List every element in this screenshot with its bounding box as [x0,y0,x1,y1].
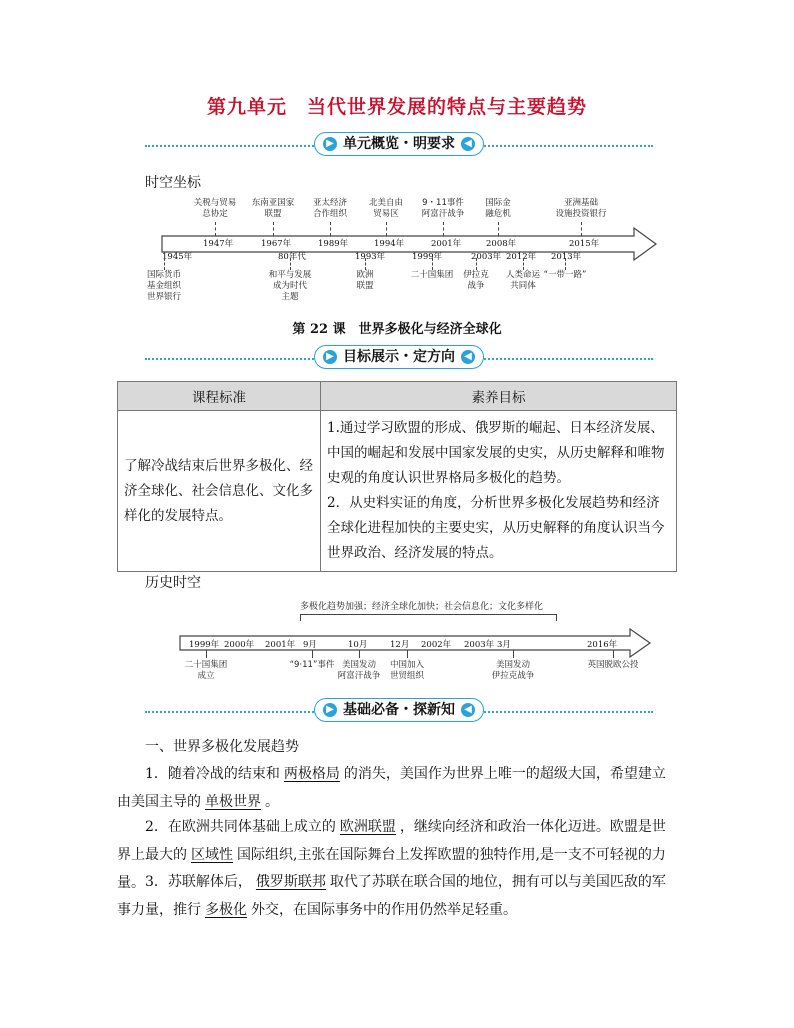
timeline-year: 2012年 [506,252,537,262]
arrow-left-icon: ◀ [461,703,475,717]
timeline-year: 1993年 [355,252,386,262]
paragraph-3: 3．苏联解体后， 俄罗斯联邦 取代了苏联在联合国的地位，拥有可以与美国匹敌的军事力量，推行 多极化 外交，在国际事务中的作用仍然举足轻重。 [117,874,666,918]
timeline-event-label: 人类命运 共同体 [505,270,540,291]
goal-item: 2．从史料实证的角度，分析世界多极化发展趋势和经济全球化进程加快的主要史实，从历史解释的角度认识当今世界政治、经济发展的特点。 [327,495,665,561]
timeline-year: 80年代 [278,252,306,262]
answer-blank: 欧洲联盟 [339,819,396,835]
timeline-tick [613,650,614,658]
timeline-tick [215,222,216,236]
timeline-year: 2002年 [421,640,452,650]
timeline-year: 1989年 [318,239,349,249]
timeline-event-label: 亚洲基础 设施投资银行 [555,198,607,219]
timeline-year: 9月 [303,640,317,650]
timeline-event-label: 伊拉克 战争 [463,270,489,291]
timeline-event-label: 和平与发展 成为时代 主题 [268,270,312,302]
arrow-left-icon: ◀ [461,350,475,364]
history-timeline [0,590,794,690]
arrow-right-icon: ▶ [323,350,337,364]
timeline-event-label: 亚太经济 合作组织 [312,198,347,219]
answer-blank: 两极格局 [283,766,340,782]
timeline-year: 1999年 [412,252,443,262]
header-standard: 课程标准 [118,382,321,411]
timeline-event-label: 北美自由 贸易区 [368,198,403,219]
timeline-tick [581,222,582,236]
timeline2-header: 多极化趋势加强；经济全球化加快；社会信息化；文化多样化 [300,602,544,612]
section-heading: 一、世界多极化发展趋势 [145,739,299,755]
answer-blank: 单极世界 [205,794,261,810]
arrow-right-icon: ▶ [323,703,337,717]
timeline-year: 1999年 [189,640,220,650]
timeline-tick [273,222,274,236]
arrow-right-icon: ▶ [323,137,337,151]
timeline-label: 时空坐标 [145,175,201,191]
banner-label: 单元概览・明要求 [343,136,455,152]
timeline-year: 2003年 [464,640,495,650]
timeline-year: 2001年 [431,239,462,249]
timeline-year: 3月 [497,640,511,650]
timeline-tick [359,650,360,658]
timeline-tick [476,258,477,270]
banner-label: 基础必备・探新知 [343,702,455,718]
paragraph-1: 1．随着冷战的结束和 两极格局 的消失，美国作为世界上唯一的超级大国，希望建立由美国主导的 单极世界 。 [117,766,666,810]
timeline-tick [386,222,387,236]
timeline-event-label: “一带一路” [543,270,587,280]
timeline-year: 2001年 [265,640,296,650]
goal-item: 1.通过学习欧盟的形成、俄罗斯的崛起、日本经济发展、中国的崛起和发展中国家发展的史实，从历史解释和唯物史观的角度认识世界格局多极化的趋势。 [327,420,665,486]
timeline-tick [407,650,408,658]
timeline-tick [443,222,444,236]
timeline-year: 1945年 [162,252,193,262]
header-goals: 素养目标 [321,382,677,411]
answer-blank: 俄罗斯联邦 [255,874,326,890]
timeline-year: 2015年 [569,239,600,249]
timeline-year: 12月 [390,640,410,650]
timeline-event-label: 欧洲 联盟 [356,270,374,291]
timeline-tick [498,222,499,236]
timeline-year: 2016年 [587,640,618,650]
lesson-title: 第 22 课 世界多极化与经济全球化 [292,322,502,337]
timeline-event-label: 国际金 融危机 [485,198,511,219]
timeline-year: 2003年 [471,252,502,262]
timeline-tick [312,650,313,658]
timeline-year: 2013年 [551,252,582,262]
arrow-left-icon: ◀ [461,137,475,151]
timeline-tick [330,222,331,236]
timeline-tick [206,650,207,658]
section-banner-basics [145,698,653,722]
timeline-tick [365,258,366,270]
timeline-tick [290,258,291,270]
header-bracket [300,614,557,621]
timeline2-label: 历史时空 [145,575,201,591]
timeline-event-label: 英国脱欧公投 [587,660,639,670]
timeline-tick [432,258,433,270]
timeline-year: 2008年 [486,239,517,249]
timeline-tick [523,258,524,270]
timeline-event-label: “9·11”事件 [289,660,335,670]
goals-cell [321,411,677,572]
timeline-year: 10月 [348,640,368,650]
paragraph-2: 2．在欧洲共同体基础上成立的 欧洲联盟 ，继续向经济和政治一体化迈进。欧盟是世界上最大的 区域性 国际组织,主张在国际舞台上发挥欧盟的独特作用,是一支不可轻视的力量。 [117,819,666,891]
timeline-event-label: 二十国集团 [410,270,454,280]
goal-table [117,381,677,572]
timeline-event-label: 关税与贸易 总协定 [193,198,237,219]
timeline-event-label: 美国发动 伊拉克战争 [491,660,535,681]
timeline-event-label: 9・11事件 阿富汗战争 [421,198,465,219]
timeline-year: 1967年 [261,239,292,249]
banner-label: 目标展示・定方向 [343,349,455,365]
timeline-event-label: 国际货币 基金组织 世界银行 [146,270,181,302]
answer-blank: 区域性 [191,847,233,863]
timeline-event-label: 二十国集团 成立 [184,660,228,681]
timeline-event-label: 中国加入 世贸组织 [389,660,424,681]
timeline-tick [565,258,566,270]
section-banner-goals [145,345,653,369]
timeline-event-label: 东南亚国家 联盟 [251,198,295,219]
timeline-tick [164,258,165,270]
answer-blank: 多极化 [205,902,247,918]
timeline-event-label: 美国发动 阿富汗战争 [337,660,381,681]
timeline-year: 1947年 [203,239,234,249]
timeline-year: 1994年 [374,239,405,249]
time-coordinate-timeline [0,0,794,320]
unit-title: 第九单元 当代世界发展的特点与主要趋势 [206,96,587,118]
timeline-tick [513,650,514,658]
timeline-year: 2000年 [224,640,255,650]
standard-cell: 了解冷战结束后世界多极化、经济全球化、社会信息化、文化多样化的发展特点。 [118,411,321,572]
